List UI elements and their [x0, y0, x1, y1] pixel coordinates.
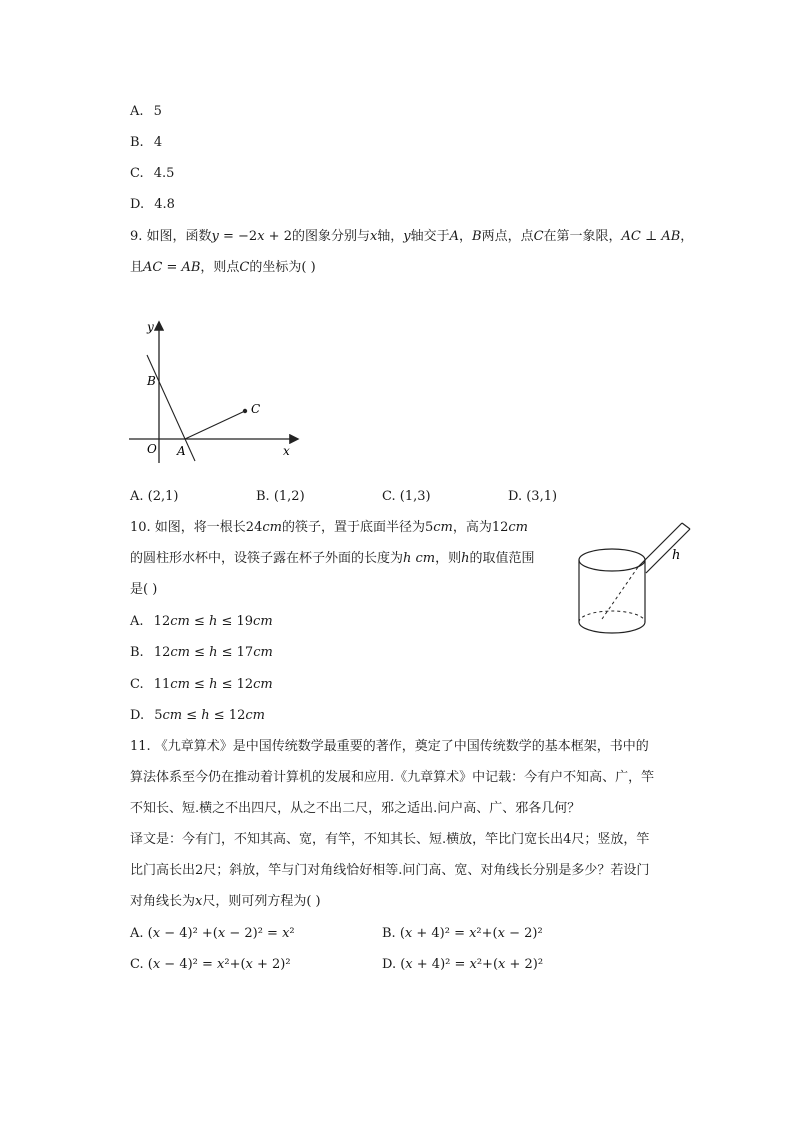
- q10-option-b[interactable]: [130, 643, 273, 663]
- label-b: B: [147, 374, 156, 388]
- q9-option-a[interactable]: [130, 487, 179, 507]
- option-value: 4.5: [153, 166, 175, 181]
- chopstick-end: [682, 523, 690, 529]
- prev-option-b[interactable]: [130, 133, 162, 153]
- q10-option-c[interactable]: [130, 675, 273, 695]
- option-value: 4: [153, 135, 163, 150]
- option-label: D.: [382, 957, 397, 972]
- prev-option-d[interactable]: [130, 195, 175, 215]
- option-label: B.: [256, 489, 270, 504]
- option-value: 12𝑐𝑚 ≤ ℎ ≤ 17𝑐𝑚: [153, 645, 273, 660]
- q11-option-a[interactable]: [130, 924, 295, 944]
- option-value: (𝑥 − 4)² +(𝑥 − 2)² = 𝑥²: [147, 926, 295, 941]
- q9-figure: [125, 315, 305, 465]
- q9-stem-line-2: 且𝐴𝐶 = 𝐴𝐵，则点𝐶的坐标为( ): [130, 260, 316, 275]
- q11-option-c[interactable]: [130, 955, 291, 975]
- option-label: D.: [508, 489, 523, 504]
- label-c: C: [251, 402, 261, 416]
- option-value: (𝑥 + 4)² = 𝑥²+(𝑥 + 2)²: [400, 957, 544, 972]
- q10-stem-line-3: 是( ): [130, 582, 158, 597]
- option-value: (𝑥 + 4)² = 𝑥²+(𝑥 − 2)²: [399, 926, 543, 941]
- option-label: D.: [130, 197, 145, 212]
- q9-option-d[interactable]: [508, 487, 557, 507]
- q10-option-a[interactable]: [130, 612, 273, 632]
- option-value: (3,1): [526, 489, 558, 504]
- point-c: [243, 409, 247, 413]
- q10-stem-line-1: 10. 如图，将一根长24𝑐𝑚的筷子，置于底面半径为5𝑐𝑚，高为12𝑐𝑚: [130, 520, 528, 535]
- label-o: O: [147, 442, 157, 456]
- cup-bottom-back: [579, 611, 645, 622]
- option-value: 5: [153, 104, 162, 119]
- q11-translation-line-3: 对角线长为𝑥尺，则可列方程为( ): [130, 894, 321, 909]
- q11-translation-line-1: 译文是：今有门，不知其高、宽，有竿，不知其长、短.横放，竿比门宽长出4尺；竖放，竿: [130, 832, 650, 847]
- cup-top-rim: [579, 549, 645, 571]
- q10-stem-line-2: 的圆柱形水杯中，设筷子露在杯子外面的长度为ℎ 𝑐𝑚，则ℎ的取值范围: [130, 551, 535, 566]
- q11-translation-line-2: 比门高长出2尺；斜放，竿与门对角线恰好相等.问门高、宽、对角线长分别是多少？若设门: [130, 863, 650, 878]
- option-label: A.: [130, 489, 144, 504]
- option-value: 5𝑐𝑚 ≤ ℎ ≤ 12𝑐𝑚: [154, 708, 265, 723]
- option-label: C.: [130, 166, 144, 181]
- label-x: x: [283, 444, 290, 458]
- option-value: (𝑥 − 4)² = 𝑥²+(𝑥 + 2)²: [147, 957, 291, 972]
- option-value: (1,2): [273, 489, 305, 504]
- option-label: A.: [130, 104, 144, 119]
- label-y: y: [147, 320, 154, 334]
- q10-cup-figure: [572, 515, 702, 643]
- chopstick-outside-2: [646, 529, 690, 573]
- option-value: (1,3): [399, 489, 431, 504]
- q9-option-b[interactable]: [256, 487, 305, 507]
- q10-option-d[interactable]: [130, 706, 265, 726]
- q9-option-c[interactable]: [382, 487, 431, 507]
- option-label: C.: [130, 677, 144, 692]
- prev-option-a[interactable]: [130, 102, 162, 122]
- option-label: B.: [130, 645, 144, 660]
- option-label: C.: [382, 489, 396, 504]
- option-label: C.: [130, 957, 144, 972]
- option-label: A.: [130, 614, 144, 629]
- q11-stem-line-1: 11. 《九章算术》是中国传统数学最重要的著作，奠定了中国传统数学的基本框架，书中的: [130, 739, 649, 754]
- q11-stem-line-2: 算法体系至今仍在推动着计算机的发展和应用.《九章算术》中记载：今有户不知高、广，竿: [130, 770, 655, 785]
- q9-stem-line-1: 9. 如图，函数𝑦 = −2𝑥 + 2的图象分别与𝑥轴，𝑦轴交于𝐴，𝐵两点，点𝐶在第一象限，𝐴𝐶 ⊥ 𝐴𝐵，: [130, 229, 694, 244]
- option-label: D.: [130, 708, 145, 723]
- q11-stem-line-3: 不知长、短.横之不出四尺，从之不出二尺，邪之适出.问户高、广、邪各几何？: [130, 801, 581, 816]
- q11-option-b[interactable]: [382, 924, 543, 944]
- segment-ac: [185, 411, 245, 439]
- cup-bottom-front: [579, 622, 645, 633]
- label-a: A: [177, 444, 186, 458]
- option-value: (2,1): [147, 489, 179, 504]
- option-value: 4.8: [154, 197, 175, 212]
- prev-option-c[interactable]: [130, 164, 174, 184]
- option-label: B.: [382, 926, 396, 941]
- option-label: A.: [130, 926, 144, 941]
- option-label: B.: [130, 135, 144, 150]
- q11-option-d[interactable]: [382, 955, 543, 975]
- option-value: 12𝑐𝑚 ≤ ℎ ≤ 19𝑐𝑚: [153, 614, 273, 629]
- option-value: 11𝑐𝑚 ≤ ℎ ≤ 12𝑐𝑚: [153, 677, 273, 692]
- label-h: h: [672, 548, 681, 563]
